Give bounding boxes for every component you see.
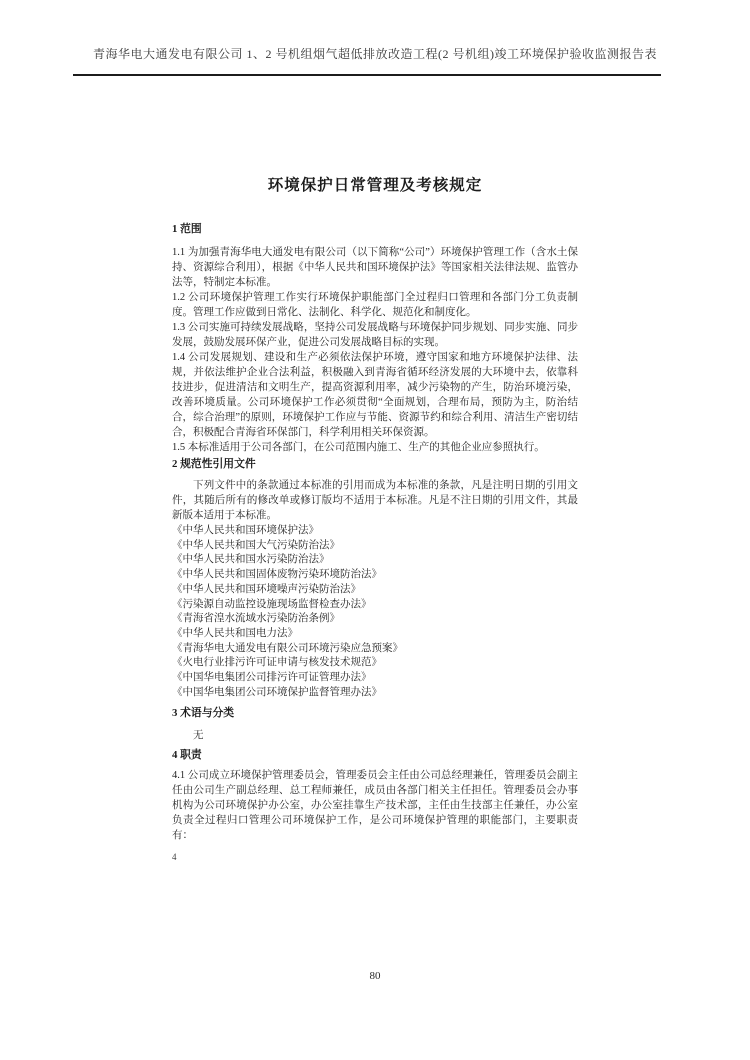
paragraph-4-1: 4.1 公司成立环境保护管理委员会，管理委员会主任由公司总经理兼任，管理委员会副主任由公司生产副总经理、总工程师兼任，成员由各部门相关主任担任。管理委员会办事机构为公司环境保护办公室，办公室挂靠生产技术部，主任由生技部主任兼任，办公室负责全过程归口管理公司环境保护工作，是公司环境保护管理的职能部门，主要职责有：	[172, 770, 578, 842]
section-3-heading: 3 术语与分类	[172, 707, 235, 720]
reference-item: 《中华人民共和国水污染防治法》	[172, 554, 330, 566]
reference-item: 《中华人民共和国固体废物污染环境防治法》	[172, 569, 382, 581]
reference-item: 《中华人民共和国大气污染防治法》	[172, 539, 340, 551]
reference-item: 《中华人民共和国环境保护法》	[172, 525, 319, 536]
section-3-content: 无	[193, 730, 204, 742]
section-4-heading: 4 职责	[172, 749, 202, 762]
paragraph-1-3: 1.3 公司实施可持续发展战略，坚持公司发展战略与环境保护同步规划、同步实施、同步发展，鼓励发展环保产业，促进公司发展战略目标的实现。	[172, 322, 578, 348]
reference-list	[172, 524, 578, 700]
paragraph-1-1: 1.1 为加强青海华电大通发电有限公司（以下简称“公司”）环境保护管理工作（含水土保持、资源综合利用），根据《中华人民共和国环境保护法》等国家相关法律法规、监管办法等，特制定本标准。	[172, 247, 578, 288]
reference-item: 《青海华电大通发电有限公司环境污染应急预案》	[172, 642, 403, 654]
section-1-heading: 1 范围	[172, 223, 202, 235]
reference-item: 《青海省湟水流域水污染防治条例》	[172, 613, 340, 625]
document-title: 环境保护日常管理及考核规定	[267, 177, 483, 194]
section-scope	[172, 222, 578, 455]
reference-item: 《中华人民共和国电力法》	[172, 627, 298, 639]
reference-item: 《火电行业排污许可证申请与核发技术规范》	[172, 657, 382, 669]
section-2-intro: 下列文件中的条款通过本标准的引用而成为本标准的条款，凡是注明日期的引用文件，其随后所有的修改单或修订版均不适用于本标准。凡是不注日期的引用文件，其最新版本适用于本标准。	[172, 480, 578, 521]
section-terms	[172, 706, 578, 743]
section-duties	[172, 748, 578, 843]
reference-item: 《污染源自动监控设施现场监督检查办法》	[172, 598, 372, 610]
reference-item: 《中国华电集团公司排污许可证管理办法》	[172, 672, 372, 684]
reference-item: 《中华人民共和国环境噪声污染防治法》	[172, 583, 361, 595]
paragraph-1-4: 1.4 公司发展规划、建设和生产必须依法保护环境，遵守国家和地方环境保护法律、法规，并依法维护企业合法利益，积极融入到青海省循环经济发展的大环境中去，依靠科技进步，促进清洁和文明生产，提高资源利用率，减少污染物的产生，防治环境污染，改善环境质量。公司环境保护工作必须贯彻“全面规划，合理布局，预防为主，防治结合，综合治理”的原则，环境保护工作应与节能、资源节约和综合利用、清洁生产密切结合，积极配合青海省环保部门，科学利用相关环保资源。	[172, 352, 578, 438]
paragraph-1-5: 1.5 本标准适用于公司各部门，在公司范围内施工、生产的其他企业应参照执行。	[172, 442, 545, 453]
report-header-title: 青海华电大通发电有限公司 1、2 号机组烟气超低排放改造工程(2 号机组)竣工环境保护验收监测报告表	[93, 47, 657, 61]
page-number: 80	[369, 970, 381, 982]
document-body	[172, 176, 578, 863]
reference-item: 《中国华电集团公司环境保护监督管理办法》	[172, 686, 382, 698]
paragraph-1-2: 1.2 公司环境保护管理工作实行环境保护职能部门全过程归口管理和各部门分工负责制度。管理工作应做到日常化、法制化、科学化、规范化和制度化。	[172, 292, 578, 318]
section-2-heading: 2 规范性引用文件	[172, 458, 256, 470]
inner-page-number: 4	[172, 852, 177, 863]
section-normative-references	[172, 457, 578, 700]
header-rule	[73, 74, 661, 76]
